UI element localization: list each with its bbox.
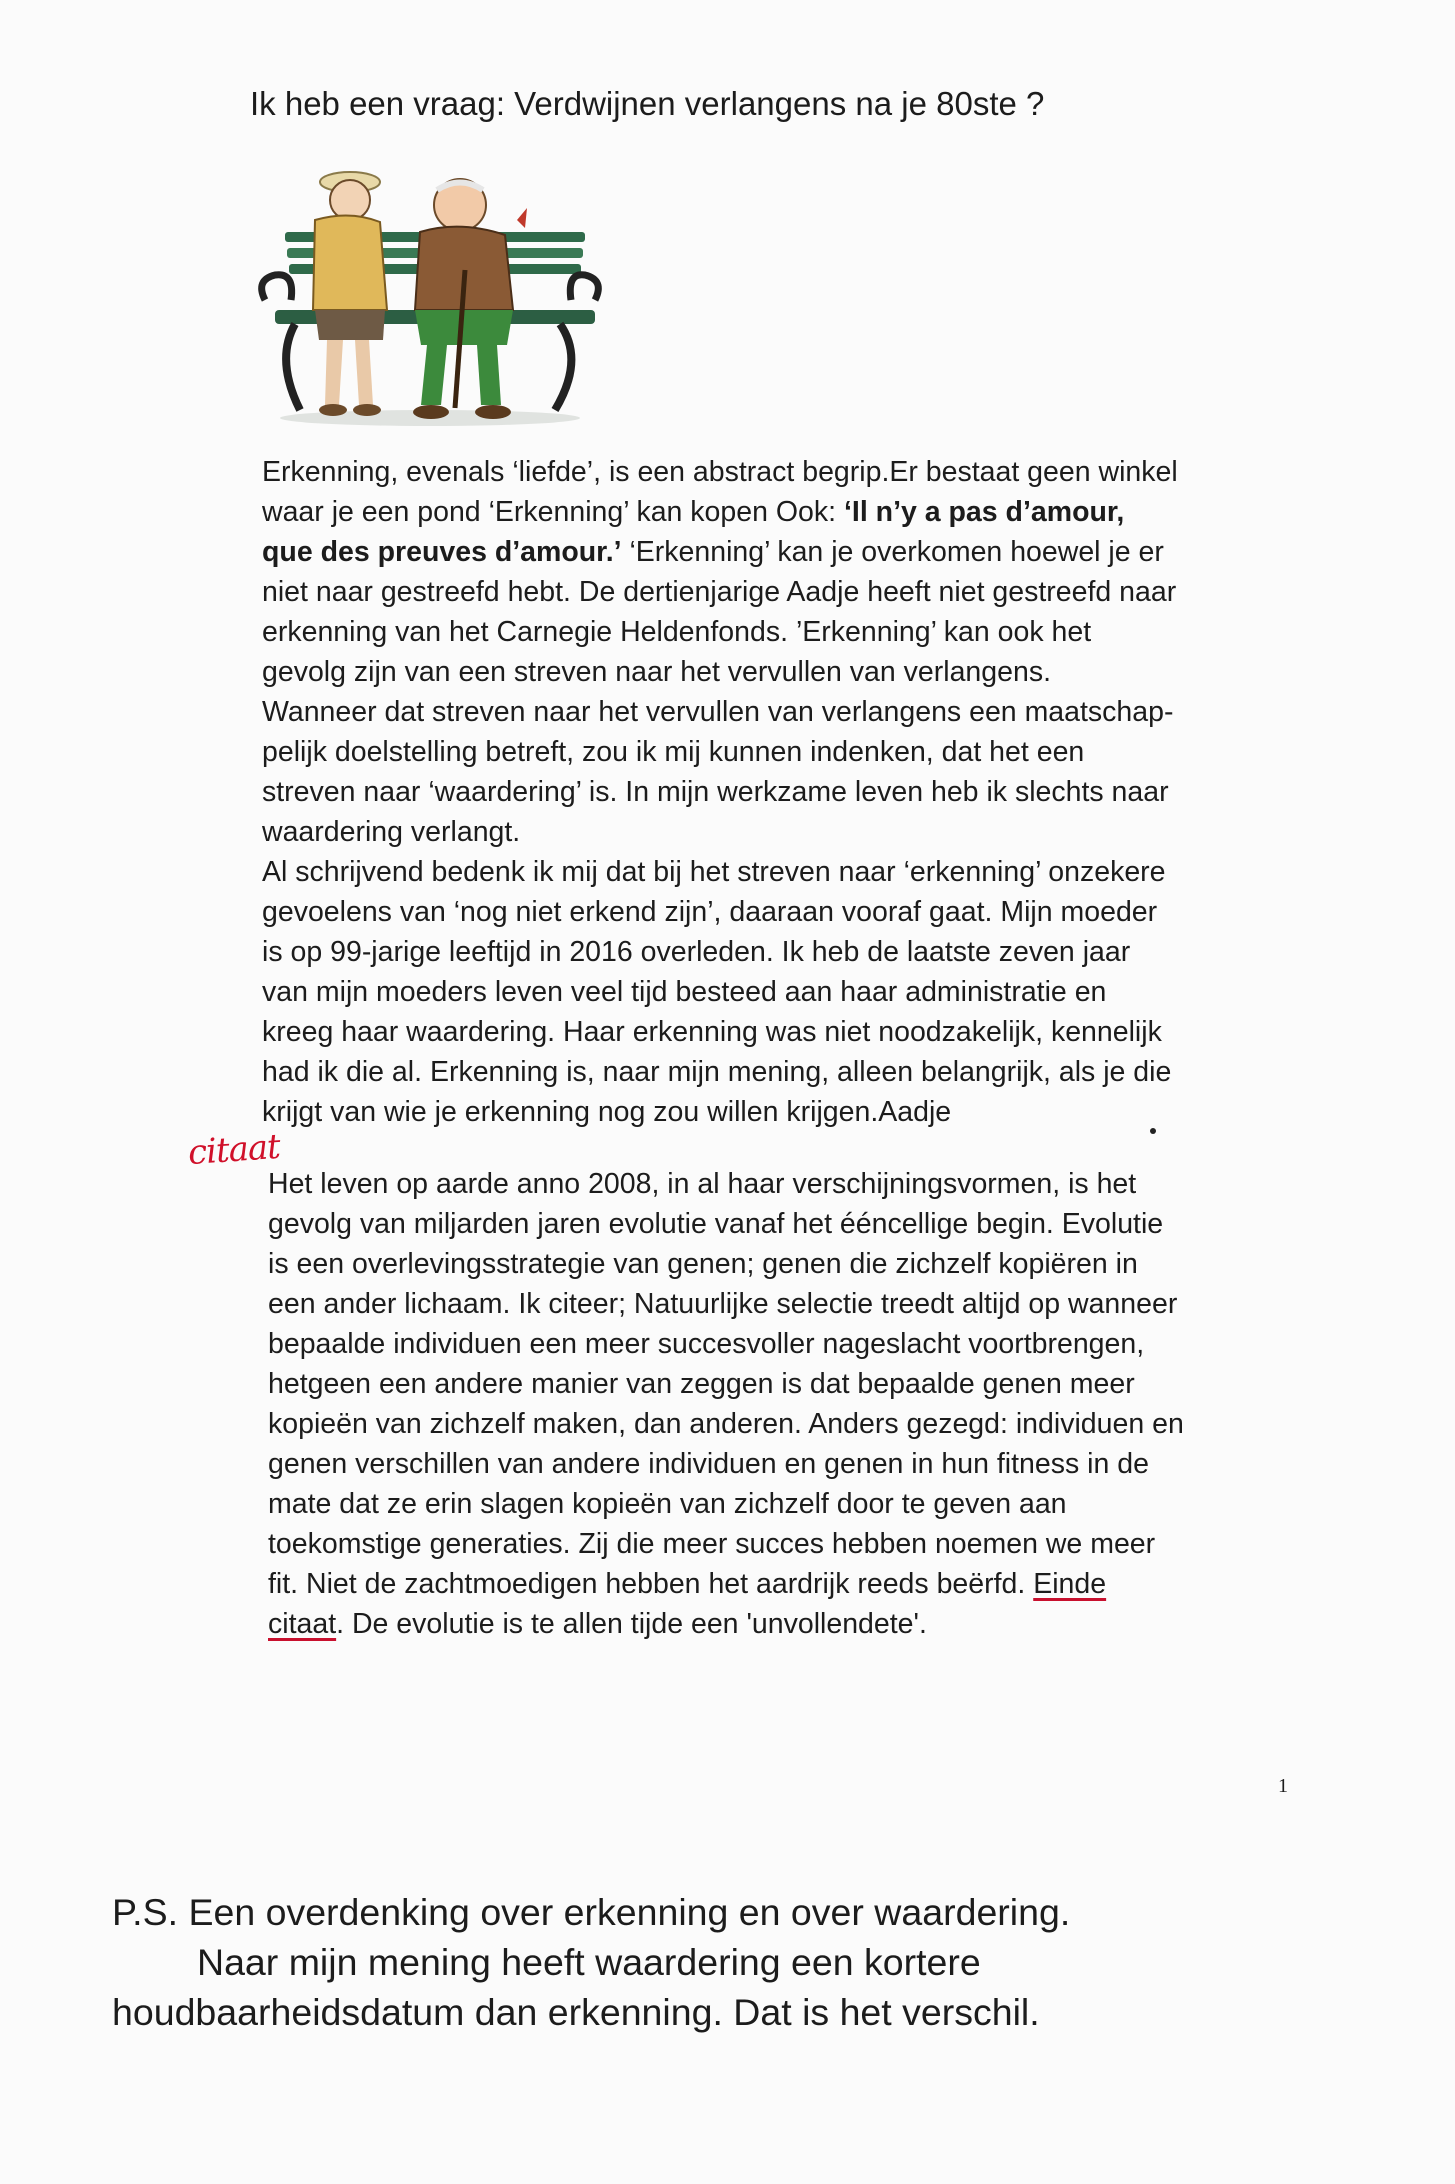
text-line: waar je een pond ‘Erkenning’ kan kopen Ook: xyxy=(262,496,844,528)
paragraph-erkenning xyxy=(262,452,1342,1132)
page-number: 1 xyxy=(1278,1775,1288,1797)
paragraph-citaat xyxy=(268,1164,1348,1644)
text-line: niet naar gestreefd hebt. De dertienjarige Aadje heeft niet gestreefd naar xyxy=(262,576,1177,608)
text-line: hetgeen een andere manier van zeggen is dat bepaalde genen meer xyxy=(268,1368,1135,1400)
underlined-word: citaat xyxy=(268,1608,337,1640)
text-line: kreeg haar waardering. Haar erkenning was niet noodzakelijk, kennelijk xyxy=(262,1016,1162,1048)
text-line: kopieën van zichzelf maken, dan anderen. Anders gezegd: individuen en xyxy=(268,1408,1184,1440)
text-line: erkenning van het Carnegie Heldenfonds. ’Erkenning’ kan ook het xyxy=(262,616,1092,648)
postscript-line: P.S. Een overdenking over erkenning en over waardering. xyxy=(112,1891,1071,1933)
text-line: toekomstige generaties. Zij die meer succes hebben noemen we meer xyxy=(268,1528,1156,1560)
page-title: Ik heb een vraag: Verdwijnen verlangens na je 80ste ? xyxy=(250,85,1045,122)
handwritten-annotation: citaat xyxy=(186,1126,282,1174)
text-line: gevolg van miljarden jaren evolutie vanaf het ééncellige begin. Evolutie xyxy=(268,1208,1164,1240)
text-line: genen verschillen van andere individuen en genen in hun fitness in de xyxy=(268,1448,1149,1480)
text-line: had ik die al. Erkenning is, naar mijn mening, alleen belangrijk, als je die xyxy=(262,1056,1172,1088)
text-line: gevoelens van ‘nog niet erkend zijn’, daaraan vooraf gaat. Mijn moeder xyxy=(262,896,1158,928)
text-line: fit. Niet de zachtmoedigen hebben het aardrijk reeds beërfd. xyxy=(268,1568,1034,1600)
elderly-couple-on-bench-illustration xyxy=(255,160,605,435)
text-line: Erkenning, evenals ‘liefde’, is een abstract begrip.Er bestaat geen winkel xyxy=(262,456,1178,488)
bold-quote: que des preuves d’amour.’ xyxy=(262,536,622,568)
text-line: streven naar ‘waardering’ is. In mijn werkzame leven heb ik slechts naar xyxy=(262,776,1169,808)
text-line: een ander lichaam. Ik citeer; Natuurlijke selectie treedt altijd op wanneer xyxy=(268,1288,1178,1320)
text-line: bepaalde individuen een meer succesvoller nageslacht voortbrengen, xyxy=(268,1328,1145,1360)
text-line: Het leven op aarde anno 2008, in al haar verschijningsvormen, is het xyxy=(268,1168,1137,1200)
text-line: gevolg zijn van een streven naar het vervullen van verlangens. xyxy=(262,656,1051,688)
text-line: Al schrijvend bedenk ik mij dat bij het streven naar ‘erkenning’ onzekere xyxy=(262,856,1166,888)
text-line: is een overlevingsstrategie van genen; genen die zichzelf kopiëren in xyxy=(268,1248,1138,1280)
text-line: . De evolutie is te allen tijde een 'unvollendete'. xyxy=(336,1608,927,1640)
postscript xyxy=(112,1887,1412,2037)
bold-quote: ‘Il n’y a pas d’amour, xyxy=(843,496,1125,528)
text-line: ‘Erkenning’ kan je overkomen hoewel je er xyxy=(621,536,1164,568)
postscript-line: Naar mijn mening heeft waardering een kortere xyxy=(197,1941,981,1983)
text-line: waardering verlangt. xyxy=(262,816,521,848)
text-line: is op 99-jarige leeftijd in 2016 overleden. Ik heb de laatste zeven jaar xyxy=(262,936,1131,968)
text-line: mate dat ze erin slagen kopieën van zichzelf door te geven aan xyxy=(268,1488,1067,1520)
underlined-word: Einde xyxy=(1033,1568,1107,1600)
text-line: van mijn moeders leven veel tijd besteed aan haar administratie en xyxy=(262,976,1107,1008)
postscript-line: houdbaarheidsdatum dan erkenning. Dat is het verschil. xyxy=(112,1991,1040,2033)
text-line: Wanneer dat streven naar het vervullen van verlangens een maatschap- xyxy=(262,696,1174,728)
text-line: krijgt van wie je erkenning nog zou willen krijgen.Aadje xyxy=(262,1096,952,1128)
pen-dot xyxy=(1150,1128,1156,1134)
text-line: pelijk doelstelling betreft, zou ik mij kunnen indenken, dat het een xyxy=(262,736,1085,768)
